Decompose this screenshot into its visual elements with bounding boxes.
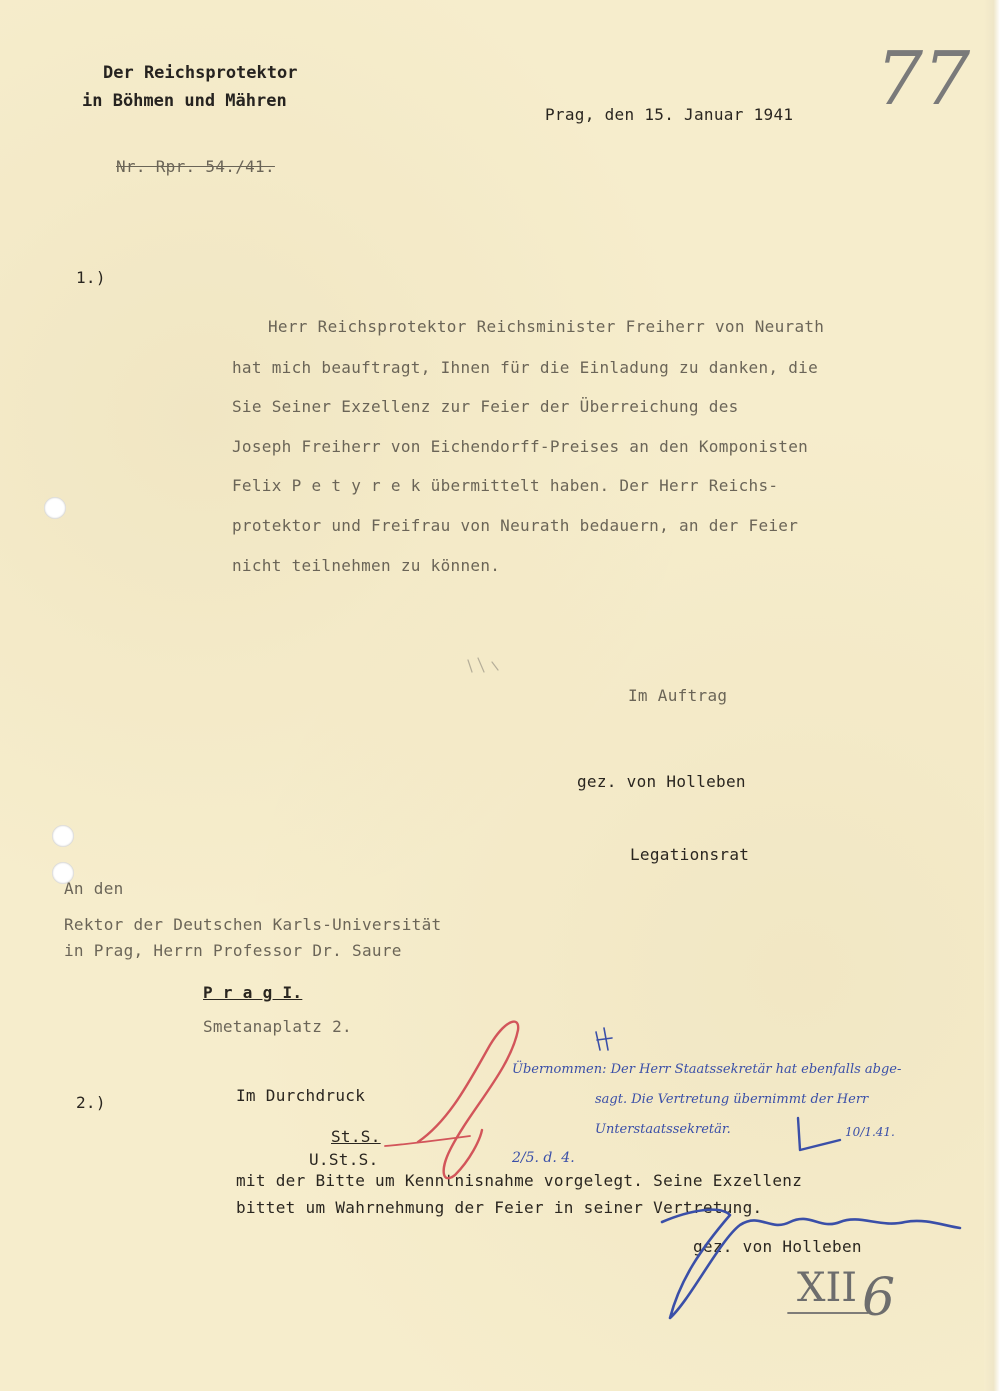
address-line1: Rektor der Deutschen Karls-Universität [64, 915, 442, 934]
section1-line-7: nicht teilnehmen zu können. [232, 556, 501, 575]
section1-line-5: Felix P e t y r e k übermittelt haben. Der Herr Reichs- [232, 476, 779, 495]
section1-line-2: hat mich beauftragt, Ihnen für die Einladung zu danken, die [232, 358, 819, 377]
reference-number: Nr. Rpr. 54./41. [116, 157, 275, 176]
address-city: P r a g I. [203, 983, 303, 1002]
section2-number: 2.) [76, 1093, 106, 1112]
blue-signature-scribble [662, 1210, 960, 1318]
im-durchdruck: Im Durchdruck [236, 1086, 366, 1105]
letterhead-line1: Der Reichsprotektor [103, 63, 298, 83]
red-paraph-mark [418, 1022, 518, 1179]
section1-line-6: protektor und Freifrau von Neurath bedauern, an der Feier [232, 516, 799, 535]
pencil-roman-numeral: XII [797, 1265, 858, 1311]
handnote-line2: sagt. Die Vertretung übernimmt der Herr [595, 1092, 869, 1107]
pencil-roman-suffix: 6 [862, 1268, 896, 1328]
handnote-date: 10/1.41. [845, 1125, 895, 1139]
staatssekretaer-abbrev: St.S. [331, 1127, 381, 1146]
handnote-line1: Übernommen: Der Herr Staatssekretär hat ebenfalls abge- [512, 1062, 902, 1077]
section2-line2: bittet um Wahrnehmung der Feier in seiner Vertretung. [236, 1198, 763, 1217]
im-auftrag: Im Auftrag [628, 686, 728, 705]
blue-check-mark [798, 1118, 840, 1150]
section1-line-3: Sie Seiner Exzellenz zur Feier der Überreichung des [232, 397, 739, 416]
letterhead-line2: in Böhmen und Mähren [82, 91, 287, 111]
red-paraph-base [385, 1136, 470, 1146]
section1-line-1: Herr Reichsprotektor Reichsminister Freiherr von Neurath [268, 317, 825, 336]
signature-title: Legationsrat [630, 845, 750, 864]
unterstaatssekretaer-abbrev: U.St.S. [309, 1150, 379, 1169]
handnote-sts-mark: 2/5. d. 4. [512, 1150, 575, 1166]
signature-gez: gez. von Holleben [577, 772, 746, 791]
address-to: An den [64, 879, 124, 898]
section1-number: 1.) [76, 268, 106, 287]
faint-ink-smudge [468, 658, 498, 672]
letter-date: Prag, den 15. Januar 1941 [545, 105, 794, 124]
address-street: Smetanaplatz 2. [203, 1017, 352, 1036]
section1-line-4: Joseph Freiherr von Eichendorff-Preises an den Komponisten [232, 437, 809, 456]
handnote-line3: Unterstaatssekretär. [595, 1122, 731, 1137]
section2-line1: mit der Bitte um Kenntnisnahme vorgelegt. Seine Exzellenz [236, 1171, 803, 1190]
address-line2: in Prag, Herrn Professor Dr. Saure [64, 941, 402, 960]
section2-signed: gez. von Holleben [693, 1237, 862, 1256]
pencil-folio-number: 77 [876, 36, 971, 122]
blue-initial-mark [596, 1028, 612, 1050]
